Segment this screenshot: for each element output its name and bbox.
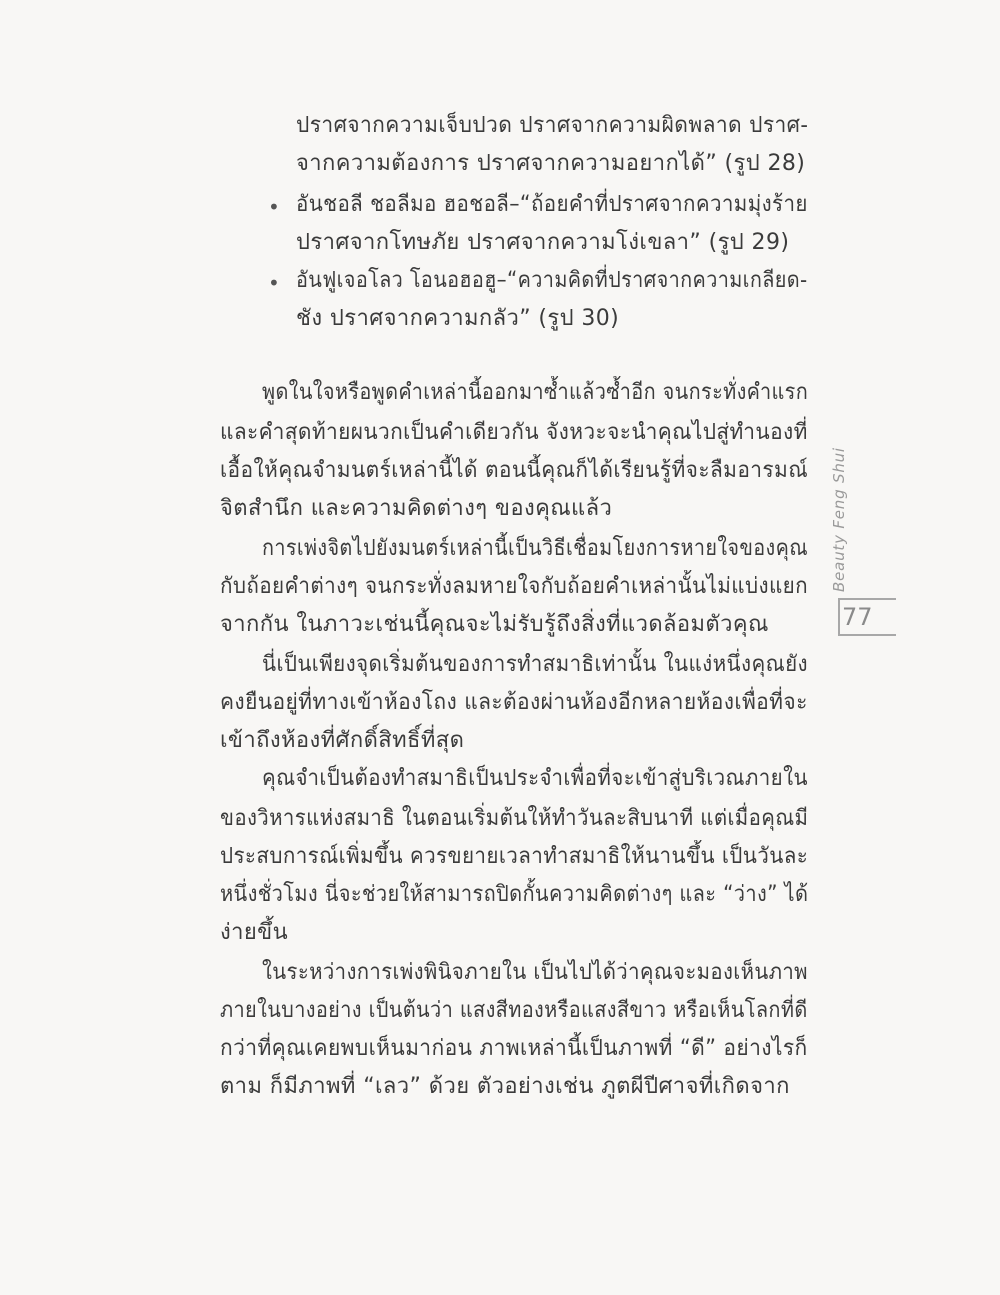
paragraph-5-line-2: ภายในบางอย่าง เป็นต้นว่า แสงสีทองหรือแสงสีขาว หรือเห็นโลกที่ดี xyxy=(220,998,808,1023)
paragraph-1-line-2: และคำสุดท้ายผนวกเป็นคำเดียวกัน จังหวะจะนำคุณไปสู่ทำนองที่ xyxy=(220,420,808,445)
quote-continued-line-1: ปราศจากความเจ็บปวด ปราศจากความผิดพลาด ปราศ- xyxy=(296,113,809,138)
folio-divider xyxy=(838,598,840,636)
bullet-item-1-line-1: อันชอลี ชอลีมอ ฮอชอลี–“ถ้อยคำที่ปราศจากความมุ่งร้าย xyxy=(296,192,808,217)
paragraph-5-line-1: ในระหว่างการเพ่งพินิจภายใน เป็นไปได้ว่าคุณจะมองเห็นภาพ xyxy=(262,960,808,985)
paragraph-3-line-2: คงยืนอยู่ที่ทางเข้าห้องโถง และต้องผ่านห้องอีกหลายห้องเพื่อที่จะ xyxy=(220,690,808,715)
page-number: 77 xyxy=(842,603,873,631)
bullet-item-2-line-2: ชัง ปราศจากความกลัว” (รูป 30) xyxy=(296,306,620,331)
paragraph-4-line-1: คุณจำเป็นต้องทำสมาธิเป็นประจำเพื่อที่จะเข้าสู่บริเวณภายใน xyxy=(262,766,808,791)
bullet-point-icon: • xyxy=(268,195,280,219)
paragraph-2-line-2: กับถ้อยคำต่างๆ จนกระทั่งลมหายใจกับถ้อยคำเหล่านั้นไม่แบ่งแยก xyxy=(220,574,809,599)
paragraph-5-line-4: ตาม ก็มีภาพที่ “เลว” ด้วย ตัวอย่างเช่น ภูตผีปีศาจที่เกิดจาก xyxy=(220,1074,790,1099)
quote-continued-line-2: จากความต้องการ ปราศจากความอยากได้” (รูป 28) xyxy=(296,151,806,176)
bullet-point-icon: • xyxy=(268,271,280,295)
paragraph-4-line-2: ของวิหารแห่งสมาธิ ในตอนเริ่มต้นให้ทำวันละสิบนาที แต่เมื่อคุณมี xyxy=(220,806,809,831)
paragraph-5-line-3: กว่าที่คุณเคยพบเห็นมาก่อน ภาพเหล่านี้เป็นภาพที่ “ดี” อย่างไรก็ xyxy=(220,1036,808,1061)
paragraph-4-line-5: ง่ายขึ้น xyxy=(220,920,289,945)
paragraph-4-line-3: ประสบการณ์เพิ่มขึ้น ควรขยายเวลาทำสมาธิให้นานขึ้น เป็นวันละ xyxy=(220,844,809,869)
paragraph-3-line-3: เข้าถึงห้องที่ศักดิ์สิทธิ์ที่สุด xyxy=(220,728,465,753)
paragraph-2-line-3: จากกัน ในภาวะเช่นนี้คุณจะไม่รับรู้ถึงสิ่งที่แวดล้อมตัวคุณ xyxy=(220,612,769,637)
paragraph-1-line-3: เอื้อให้คุณจำมนตร์เหล่านี้ได้ ตอนนี้คุณก็ได้เรียนรู้ที่จะลืมอารมณ์ xyxy=(220,458,809,483)
running-title: Beauty Feng Shui xyxy=(830,447,848,592)
paragraph-4-line-4: หนึ่งชั่วโมง นี่จะช่วยให้สามารถปิดกั้นความคิดต่างๆ และ “ว่าง” ได้ xyxy=(220,882,809,907)
folio-rule-bottom xyxy=(838,634,896,636)
paragraph-2-line-1: การเพ่งจิตไปยังมนตร์เหล่านี้เป็นวิธีเชื่อมโยงการหายใจของคุณ xyxy=(262,536,808,561)
paragraph-1-line-4: จิตสำนึก และความคิดต่างๆ ของคุณแล้ว xyxy=(220,496,613,521)
paragraph-3-line-1: นี่เป็นเพียงจุดเริ่มต้นของการทำสมาธิเท่านั้น ในแง่หนึ่งคุณยัง xyxy=(262,652,808,677)
bullet-item-2-line-1: อันฟูเจอโลว โอนอฮอฮู–“ความคิดที่ปราศจากความเกลียด- xyxy=(296,268,808,293)
paragraph-1-line-1: พูดในใจหรือพูดคำเหล่านี้ออกมาซ้ำแล้วซ้ำอีก จนกระทั่งคำแรก xyxy=(262,380,809,405)
bullet-item-1-line-2: ปราศจากโทษภัย ปราศจากความโง่เขลา” (รูป 29) xyxy=(296,230,790,255)
